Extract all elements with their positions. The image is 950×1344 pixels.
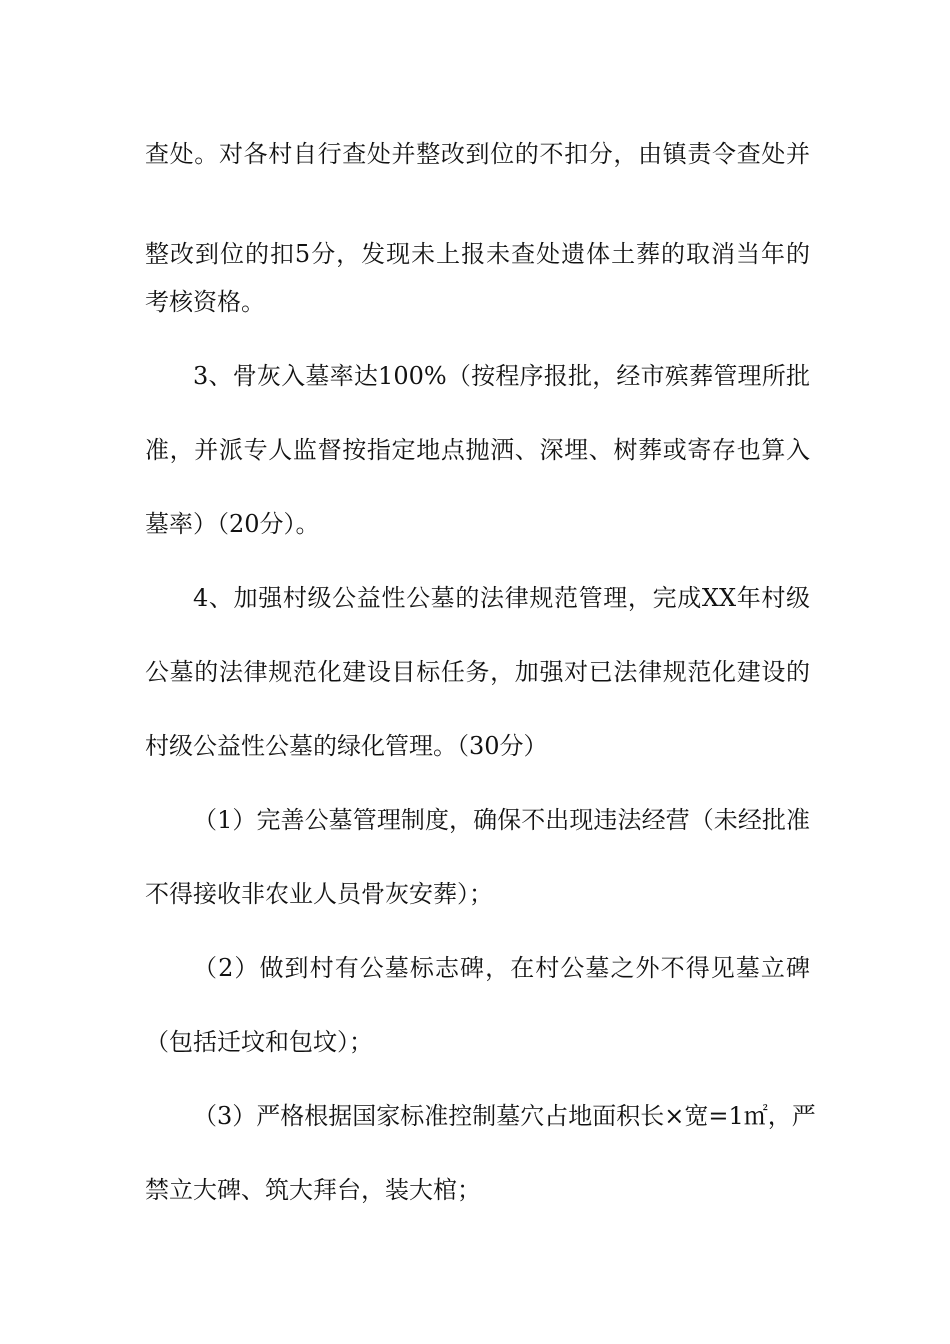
text-line: （包括迁坟和包坟）； <box>145 1028 373 1056</box>
text-line: 禁立大碑、筑大拜台，装大棺； <box>145 1176 481 1204</box>
text-line: （1）完善公墓管理制度，确保不出现违法经营（未经批准 <box>193 806 810 834</box>
text-line: 考核资格。 <box>145 288 265 316</box>
text-line: 准，并派专人监督按指定地点抛洒、深埋、树葬或寄存也算入 <box>145 436 810 464</box>
text-line: 村级公益性公墓的绿化管理。（30分） <box>145 732 548 760</box>
text-line: 不得接收非农业人员骨灰安葬）； <box>145 880 493 908</box>
text-line: 公墓的法律规范化建设目标任务，加强对已法律规范化建设的 <box>145 658 810 686</box>
text-line: 墓率）（20分）。 <box>145 510 320 538</box>
text-line: （3）严格根据国家标准控制墓穴占地面积长×宽=1㎡，严 <box>193 1102 816 1130</box>
text-line: （2）做到村有公墓标志碑，在村公墓之外不得见墓立碑 <box>193 954 810 982</box>
text-line: 整改到位的扣5分，发现未上报未查处遗体土葬的取消当年的 <box>145 240 810 268</box>
text-line: 3、骨灰入墓率达100%（按程序报批，经市殡葬管理所批 <box>193 362 810 390</box>
text-line: 4、加强村级公益性公墓的法律规范管理，完成XX年村级 <box>193 584 810 612</box>
text-line: 查处。对各村自行查处并整改到位的不扣分，由镇责令查处并 <box>145 140 810 168</box>
